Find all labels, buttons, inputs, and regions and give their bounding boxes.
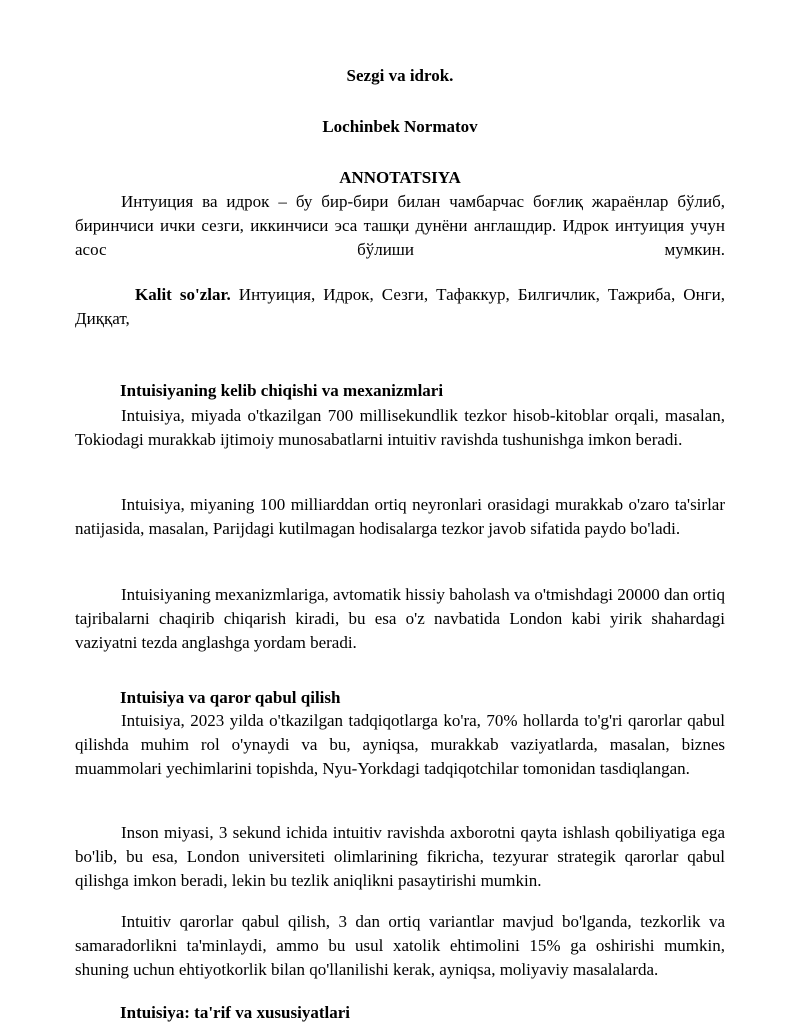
annotation-paragraph — [75, 190, 725, 262]
section-heading: Intuisiya: ta'rif va xususiyatlari — [120, 1003, 350, 1022]
paragraph-text: Intuisiyaning mexanizmlariga, avtomatik hissiy baholash va o'tmishdagi 20000 dan ortiq tajribalarni chaqirib chiqarish kiradi, bu esa o'z navbatida London kabi yirik shahardagi vaziyatni tezda anglashga yordam beradi. — [75, 585, 725, 652]
body-paragraph — [75, 709, 725, 781]
paragraph-text: Intuitiv qarorlar qabul qilish, 3 dan ortiq variantlar mavjud bo'lganda, tezkorlik va samaradorlikni ta'minlaydi, ammo bu usul xatolik ehtimolini 15% ga oshirishi mumkin, shuning uchun ehtiyotkorlik bilan qo'llanilishi kerak, ayniqsa, moliyaviy masalalarda. — [75, 912, 725, 979]
section-heading: Intuisiya va qaror qabul qilish — [120, 688, 341, 707]
body-paragraph — [75, 583, 725, 655]
annotation-heading: ANNOTATSIYA — [339, 168, 461, 187]
annotation-text: Интуиция ва идрок – бу бир-бири билан чамбарчас боғлиқ жараёнлар бўлиб, биринчиси ички сезги, иккинчиси эса ташқи дунёни англашдир. Идрок интуиция учун асос бўлиши мумкин. — [75, 192, 725, 259]
keywords-paragraph — [75, 283, 725, 331]
document-title: Sezgi va idrok. — [346, 66, 454, 85]
body-paragraph — [75, 821, 725, 893]
body-paragraph — [75, 910, 725, 982]
body-paragraph — [75, 493, 725, 541]
section-heading: Intuisiyaning kelib chiqishi va mexanizmlari — [120, 381, 444, 400]
paragraph-text: Inson miyasi, 3 sekund ichida intuitiv ravishda axborotni qayta ishlash qobiliyatiga ega bo'lib, bu esa, London universiteti olimlarining fikricha, tezyurar strategik qarorlar qabul qilishga imkon beradi, lekin bu tezlik aniqlikni pasaytirishi mumkin. — [75, 823, 725, 890]
paragraph-text: Intuisiya, 2023 yilda o'tkazilgan tadqiqotlarga ko'ra, 70% hollarda to'g'ri qarorlar qabul qilishda muhim rol o'ynaydi va bu, ayniqsa, murakkab vaziyatlarda, masalan, biznes muammolari yechimlarini topishda, Nyu-Yorkdagi tadqiqotchilar tomonidan tasdiqlangan. — [75, 711, 725, 778]
keywords-label: Kalit so'zlar. — [135, 285, 231, 304]
keywords-text: Интуиция, Идрок, Сезги, Тафаккур, Билгичлик, Тажриба, Онги, Диққат, — [75, 285, 725, 328]
author-name: Lochinbek Normatov — [322, 117, 478, 136]
paragraph-text: Intuisiya, miyaning 100 milliarddan ortiq neyronlari orasidagi murakkab o'zaro ta'sirlar natijasida, masalan, Parijdagi kutilmagan hodisalarga tezkor javob sifatida paydo bo'ladi. — [75, 495, 725, 538]
body-paragraph — [75, 404, 725, 452]
paragraph-text: Intuisiya, miyada o'tkazilgan 700 millisekundlik tezkor hisob-kitoblar orqali, masalan, Tokiodagi murakkab ijtimoiy munosabatlarni intuitiv ravishda tushunishga imkon beradi. — [75, 406, 725, 449]
